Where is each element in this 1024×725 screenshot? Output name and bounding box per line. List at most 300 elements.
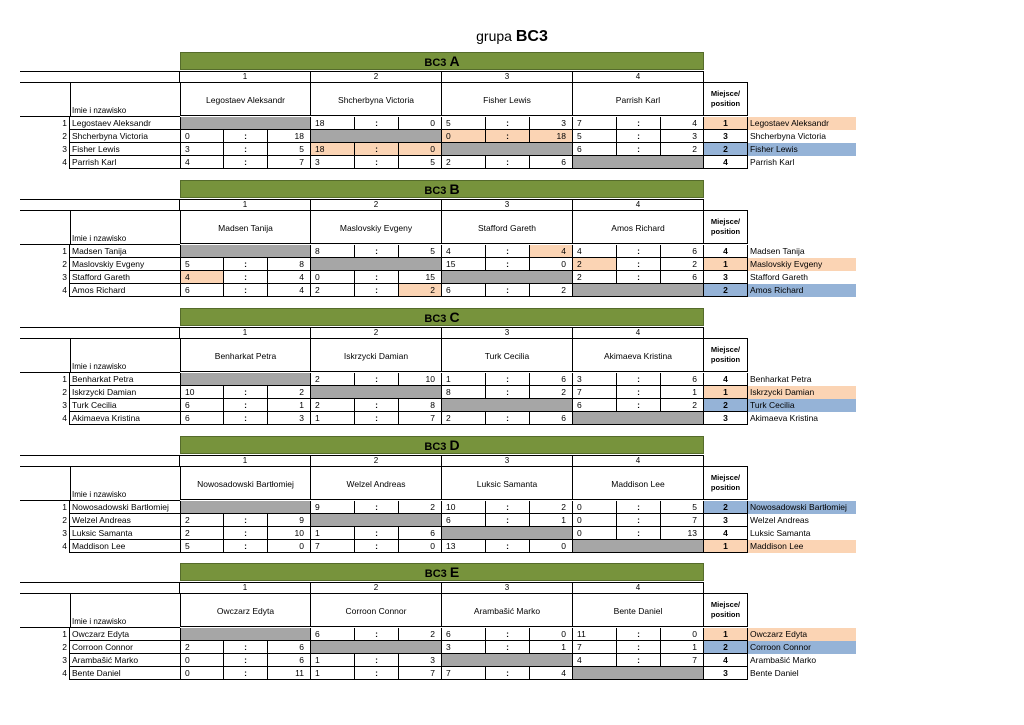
opponent-header: Iskrzycki Damian xyxy=(311,338,442,372)
score-separator: : xyxy=(486,130,530,143)
player-name: Legostaev Aleksandr xyxy=(70,117,180,130)
score-for: 2 xyxy=(442,412,486,425)
position-header-line1: Miejsce/ xyxy=(710,473,741,482)
score-for: 0 xyxy=(180,667,224,680)
score-against: 3 xyxy=(399,654,442,667)
name-header-cell xyxy=(20,82,180,117)
score-for: 2 xyxy=(311,284,355,297)
score-against: 2 xyxy=(268,386,311,399)
score-separator: : xyxy=(617,245,661,258)
place-value: 3 xyxy=(704,271,748,284)
score-against: 3 xyxy=(268,412,311,425)
position-header-line1: Miejsce/ xyxy=(710,345,741,354)
score-for: 11 xyxy=(573,628,617,641)
score-against: 0 xyxy=(530,540,573,553)
ranked-player-name: Nowosadowski Bartłomiej xyxy=(748,501,856,514)
score-separator: : xyxy=(486,156,530,169)
table-row xyxy=(20,284,856,297)
ranked-player-name: Stafford Gareth xyxy=(750,272,808,282)
place-value: 2 xyxy=(704,399,748,412)
position-header-line1: Miejsce/ xyxy=(710,89,741,98)
group-letter: B xyxy=(449,181,460,197)
row-index: 3 xyxy=(20,143,70,156)
table-row xyxy=(20,245,856,258)
ranked-player-name: Parrish Karl xyxy=(750,157,795,167)
score-for: 15 xyxy=(442,258,486,271)
row-index: 3 xyxy=(20,654,70,667)
player-name: Stafford Gareth xyxy=(70,271,180,284)
table-row xyxy=(20,514,856,527)
opponent-header: Parrish Karl xyxy=(573,82,704,116)
score-against: 6 xyxy=(661,245,704,258)
score-against: 8 xyxy=(268,258,311,271)
score-separator: : xyxy=(355,143,399,156)
position-header-line1: Miejsce/ xyxy=(710,600,741,609)
score-separator: : xyxy=(486,245,530,258)
score-separator: : xyxy=(617,501,661,514)
score-against: 11 xyxy=(268,667,311,680)
score-separator: : xyxy=(486,412,530,425)
score-for: 6 xyxy=(180,412,224,425)
opponent-header: Owczarz Edyta xyxy=(180,593,311,627)
table-row xyxy=(20,130,856,143)
opponent-header: Fisher Lewis xyxy=(442,82,573,116)
score-for: 2 xyxy=(180,527,224,540)
self-match-cell xyxy=(180,628,311,641)
score-against: 1 xyxy=(661,641,704,654)
score-separator: : xyxy=(617,514,661,527)
header-row xyxy=(20,210,748,244)
score-against: 6 xyxy=(661,271,704,284)
opponent-header: Shcherbyna Victoria xyxy=(311,82,442,116)
score-for: 6 xyxy=(180,399,224,412)
title-prefix: grupa xyxy=(476,28,512,44)
group-letter: D xyxy=(449,437,460,453)
row-index: 4 xyxy=(20,156,70,169)
column-number: 2 xyxy=(311,200,442,210)
score-against: 2 xyxy=(530,386,573,399)
score-for: 4 xyxy=(180,156,224,169)
place-value: 3 xyxy=(704,130,748,143)
position-header xyxy=(704,210,748,244)
name-column-rule xyxy=(70,338,71,372)
score-separator: : xyxy=(355,667,399,680)
self-match-cell xyxy=(180,501,311,514)
score-separator: : xyxy=(224,654,268,667)
header-row xyxy=(20,466,748,500)
row-index: 2 xyxy=(20,130,70,143)
score-against: 0 xyxy=(530,258,573,271)
name-column-rule xyxy=(70,466,71,500)
score-against: 0 xyxy=(268,540,311,553)
table-row xyxy=(20,399,856,412)
score-separator: : xyxy=(224,540,268,553)
player-name: Madsen Tanija xyxy=(70,245,180,258)
self-match-cell xyxy=(573,284,704,297)
row-index: 1 xyxy=(20,117,70,130)
column-number: 3 xyxy=(442,456,573,466)
score-for: 8 xyxy=(442,386,486,399)
opponent-header: Nowosadowski Bartłomiej xyxy=(180,466,311,500)
score-against: 4 xyxy=(268,284,311,297)
score-for: 5 xyxy=(442,117,486,130)
score-for: 6 xyxy=(442,514,486,527)
player-name: Iskrzycki Damian xyxy=(70,386,180,399)
score-for: 3 xyxy=(311,156,355,169)
column-number-spacer xyxy=(20,200,180,210)
score-separator: : xyxy=(486,284,530,297)
place-value: 2 xyxy=(704,501,748,514)
score-separator: : xyxy=(617,527,661,540)
player-name: Maslovskiy Evgeny xyxy=(70,258,180,271)
score-for: 7 xyxy=(442,667,486,680)
opponent-header: Akimaeva Kristina xyxy=(573,338,704,372)
score-against: 13 xyxy=(661,527,704,540)
opponent-header: Benharkat Petra xyxy=(180,338,311,372)
page-title xyxy=(0,28,1024,46)
score-separator: : xyxy=(355,628,399,641)
table-row xyxy=(20,412,856,425)
self-match-cell xyxy=(180,373,311,386)
column-number: 1 xyxy=(180,456,311,466)
position-header-line2: position xyxy=(710,227,741,236)
self-match-cell xyxy=(573,156,704,169)
score-against: 15 xyxy=(399,271,442,284)
ranked-player-name: Bente Daniel xyxy=(750,668,799,678)
score-against: 2 xyxy=(399,628,442,641)
score-separator: : xyxy=(224,143,268,156)
group-prefix: BC3 xyxy=(424,313,447,325)
score-for: 4 xyxy=(442,245,486,258)
column-number-spacer xyxy=(20,72,180,82)
player-name: Luksic Samanta xyxy=(70,527,180,540)
position-header xyxy=(704,593,748,627)
place-value: 4 xyxy=(704,527,748,540)
ranked-player-name: Madsen Tanija xyxy=(750,246,805,256)
score-against: 6 xyxy=(530,156,573,169)
score-against: 10 xyxy=(268,527,311,540)
place-value: 4 xyxy=(704,245,748,258)
name-header-cell xyxy=(20,466,180,501)
self-match-cell xyxy=(311,130,442,143)
score-against: 1 xyxy=(530,514,573,527)
score-against: 4 xyxy=(268,271,311,284)
score-separator: : xyxy=(486,501,530,514)
score-separator: : xyxy=(224,527,268,540)
opponent-header: Amos Richard xyxy=(573,210,704,244)
score-separator: : xyxy=(224,641,268,654)
opponent-header: Welzel Andreas xyxy=(311,466,442,500)
opponent-header: Bente Daniel xyxy=(573,593,704,627)
table-row xyxy=(20,667,856,680)
score-separator: : xyxy=(355,527,399,540)
name-header-cell xyxy=(20,593,180,628)
group-prefix: BC3 xyxy=(424,185,447,197)
place-value: 1 xyxy=(704,117,748,130)
position-header-line2: position xyxy=(710,355,741,364)
position-header-line1: Miejsce/ xyxy=(710,217,741,226)
group-header-bar xyxy=(180,180,704,198)
score-against: 2 xyxy=(661,399,704,412)
score-against: 5 xyxy=(399,245,442,258)
self-match-cell xyxy=(442,527,573,540)
name-header-label: Imie i nzawisko xyxy=(72,617,127,626)
place-value: 2 xyxy=(704,143,748,156)
column-number-spacer xyxy=(20,583,180,593)
table-row xyxy=(20,156,856,169)
place-value: 4 xyxy=(704,654,748,667)
column-number: 2 xyxy=(311,72,442,82)
position-header xyxy=(704,466,748,500)
opponent-header: Madsen Tanija xyxy=(180,210,311,244)
score-against: 2 xyxy=(399,284,442,297)
score-separator: : xyxy=(486,641,530,654)
score-for: 7 xyxy=(311,540,355,553)
table-row xyxy=(20,501,856,514)
score-separator: : xyxy=(617,117,661,130)
score-separator: : xyxy=(486,540,530,553)
score-for: 3 xyxy=(442,641,486,654)
score-against: 7 xyxy=(399,667,442,680)
table-row xyxy=(20,117,856,130)
score-against: 4 xyxy=(661,117,704,130)
score-separator: : xyxy=(486,373,530,386)
place-value: 2 xyxy=(704,284,748,297)
score-for: 2 xyxy=(180,514,224,527)
ranked-player-name: Corroon Connor xyxy=(748,641,856,654)
score-for: 6 xyxy=(442,284,486,297)
score-against: 5 xyxy=(661,501,704,514)
score-against: 7 xyxy=(661,654,704,667)
score-for: 2 xyxy=(442,156,486,169)
place-value: 3 xyxy=(704,514,748,527)
score-separator: : xyxy=(617,373,661,386)
score-separator: : xyxy=(224,156,268,169)
score-against: 2 xyxy=(530,501,573,514)
score-separator: : xyxy=(486,258,530,271)
score-separator: : xyxy=(224,271,268,284)
score-against: 4 xyxy=(530,245,573,258)
score-for: 13 xyxy=(442,540,486,553)
player-name: Amos Richard xyxy=(70,284,180,297)
score-against: 1 xyxy=(661,386,704,399)
score-against: 18 xyxy=(268,130,311,143)
column-number-spacer xyxy=(20,328,180,338)
self-match-cell xyxy=(442,399,573,412)
score-against: 7 xyxy=(268,156,311,169)
score-for: 5 xyxy=(573,130,617,143)
table-row xyxy=(20,143,856,156)
place-value: 3 xyxy=(704,412,748,425)
row-index: 2 xyxy=(20,258,70,271)
opponent-header: Arambašić Marko xyxy=(442,593,573,627)
score-for: 2 xyxy=(180,641,224,654)
score-against: 3 xyxy=(661,130,704,143)
player-name: Arambašić Marko xyxy=(70,654,180,667)
score-against: 6 xyxy=(268,641,311,654)
score-for: 4 xyxy=(180,271,224,284)
score-against: 0 xyxy=(399,117,442,130)
score-against: 5 xyxy=(399,156,442,169)
position-header-line2: position xyxy=(710,99,741,108)
score-against: 6 xyxy=(268,654,311,667)
score-for: 0 xyxy=(180,130,224,143)
name-header-label: Imie i nzawisko xyxy=(72,490,127,499)
group-prefix: BC3 xyxy=(424,441,447,453)
place-value: 4 xyxy=(704,156,748,169)
column-number-spacer xyxy=(20,456,180,466)
opponent-header: Maslovskiy Evgeny xyxy=(311,210,442,244)
score-for: 10 xyxy=(442,501,486,514)
score-against: 6 xyxy=(530,412,573,425)
column-number: 2 xyxy=(311,456,442,466)
ranked-player-name: Maslovskiy Evgeny xyxy=(748,258,856,271)
score-for: 8 xyxy=(311,245,355,258)
row-index: 2 xyxy=(20,514,70,527)
group-header-bar xyxy=(180,308,704,326)
row-index: 1 xyxy=(20,373,70,386)
ranked-player-name: Fisher Lewis xyxy=(748,143,856,156)
place-value: 3 xyxy=(704,667,748,680)
table-row xyxy=(20,527,856,540)
opponent-header: Maddison Lee xyxy=(573,466,704,500)
place-value: 2 xyxy=(704,641,748,654)
column-number: 4 xyxy=(573,200,704,210)
score-separator: : xyxy=(617,641,661,654)
self-match-cell xyxy=(311,386,442,399)
ranked-player-name: Luksic Samanta xyxy=(750,528,811,538)
row-index: 1 xyxy=(20,245,70,258)
table-row xyxy=(20,386,856,399)
table-row xyxy=(20,258,856,271)
score-separator: : xyxy=(224,514,268,527)
score-for: 2 xyxy=(573,258,617,271)
column-number: 2 xyxy=(311,328,442,338)
player-name: Shcherbyna Victoria xyxy=(70,130,180,143)
score-for: 0 xyxy=(573,514,617,527)
score-for: 5 xyxy=(180,258,224,271)
table-row xyxy=(20,373,856,386)
self-match-cell xyxy=(573,412,704,425)
score-separator: : xyxy=(355,399,399,412)
score-against: 6 xyxy=(530,373,573,386)
position-header xyxy=(704,82,748,116)
ranked-player-name: Maddison Lee xyxy=(748,540,856,553)
title-name: BC3 xyxy=(515,28,548,45)
score-against: 6 xyxy=(661,373,704,386)
header-row xyxy=(20,338,748,372)
score-separator: : xyxy=(486,628,530,641)
self-match-cell xyxy=(180,117,311,130)
name-column-rule xyxy=(70,593,71,627)
score-for: 9 xyxy=(311,501,355,514)
row-index: 1 xyxy=(20,628,70,641)
column-number: 4 xyxy=(573,456,704,466)
row-index: 1 xyxy=(20,501,70,514)
row-index: 2 xyxy=(20,386,70,399)
score-against: 1 xyxy=(268,399,311,412)
group-header-bar xyxy=(180,52,704,70)
opponent-header: Turk Cecilia xyxy=(442,338,573,372)
score-for: 0 xyxy=(311,271,355,284)
player-name: Bente Daniel xyxy=(70,667,180,680)
score-for: 18 xyxy=(311,143,355,156)
score-against: 2 xyxy=(530,284,573,297)
score-separator: : xyxy=(355,540,399,553)
score-for: 3 xyxy=(573,373,617,386)
opponent-header: Stafford Gareth xyxy=(442,210,573,244)
player-name: Benharkat Petra xyxy=(70,373,180,386)
self-match-cell xyxy=(180,245,311,258)
group-header-bar xyxy=(180,436,704,454)
ranked-player-name: Owczarz Edyta xyxy=(748,628,856,641)
ranked-player-name: Iskrzycki Damian xyxy=(748,386,856,399)
score-against: 0 xyxy=(661,628,704,641)
score-for: 0 xyxy=(442,130,486,143)
name-header-label: Imie i nzawisko xyxy=(72,362,127,371)
self-match-cell xyxy=(442,271,573,284)
score-against: 0 xyxy=(530,628,573,641)
score-against: 3 xyxy=(530,117,573,130)
player-name: Maddison Lee xyxy=(70,540,180,553)
column-number: 3 xyxy=(442,72,573,82)
name-column-rule xyxy=(70,210,71,244)
ranked-player-name: Turk Cecilia xyxy=(748,399,856,412)
score-against: 18 xyxy=(530,130,573,143)
group-letter: C xyxy=(449,309,460,325)
score-against: 7 xyxy=(661,514,704,527)
score-separator: : xyxy=(224,386,268,399)
column-number: 2 xyxy=(311,583,442,593)
column-number: 1 xyxy=(180,583,311,593)
score-for: 6 xyxy=(442,628,486,641)
score-for: 1 xyxy=(311,667,355,680)
score-for: 6 xyxy=(573,143,617,156)
score-for: 3 xyxy=(180,143,224,156)
player-name: Nowosadowski Bartłomiej xyxy=(70,501,180,514)
score-separator: : xyxy=(617,271,661,284)
score-for: 0 xyxy=(180,654,224,667)
score-for: 1 xyxy=(442,373,486,386)
column-number: 1 xyxy=(180,72,311,82)
score-separator: : xyxy=(486,667,530,680)
score-for: 10 xyxy=(180,386,224,399)
score-for: 4 xyxy=(573,245,617,258)
score-separator: : xyxy=(355,156,399,169)
group-prefix: BC3 xyxy=(424,57,447,69)
score-for: 0 xyxy=(573,527,617,540)
row-index: 4 xyxy=(20,667,70,680)
column-number: 1 xyxy=(180,200,311,210)
score-separator: : xyxy=(617,399,661,412)
score-separator: : xyxy=(355,373,399,386)
ranked-player-name: Akimaeva Kristina xyxy=(750,413,819,423)
row-index: 4 xyxy=(20,540,70,553)
opponent-header: Legostaev Aleksandr xyxy=(180,82,311,116)
column-number: 3 xyxy=(442,583,573,593)
group-letter: A xyxy=(449,53,460,69)
score-separator: : xyxy=(355,654,399,667)
ranked-player-name: Amos Richard xyxy=(748,284,856,297)
score-separator: : xyxy=(355,501,399,514)
name-header-label: Imie i nzawisko xyxy=(72,106,127,115)
score-against: 2 xyxy=(661,258,704,271)
score-against: 1 xyxy=(530,641,573,654)
score-for: 6 xyxy=(573,399,617,412)
score-for: 2 xyxy=(311,373,355,386)
score-against: 10 xyxy=(399,373,442,386)
player-name: Turk Cecilia xyxy=(70,399,180,412)
